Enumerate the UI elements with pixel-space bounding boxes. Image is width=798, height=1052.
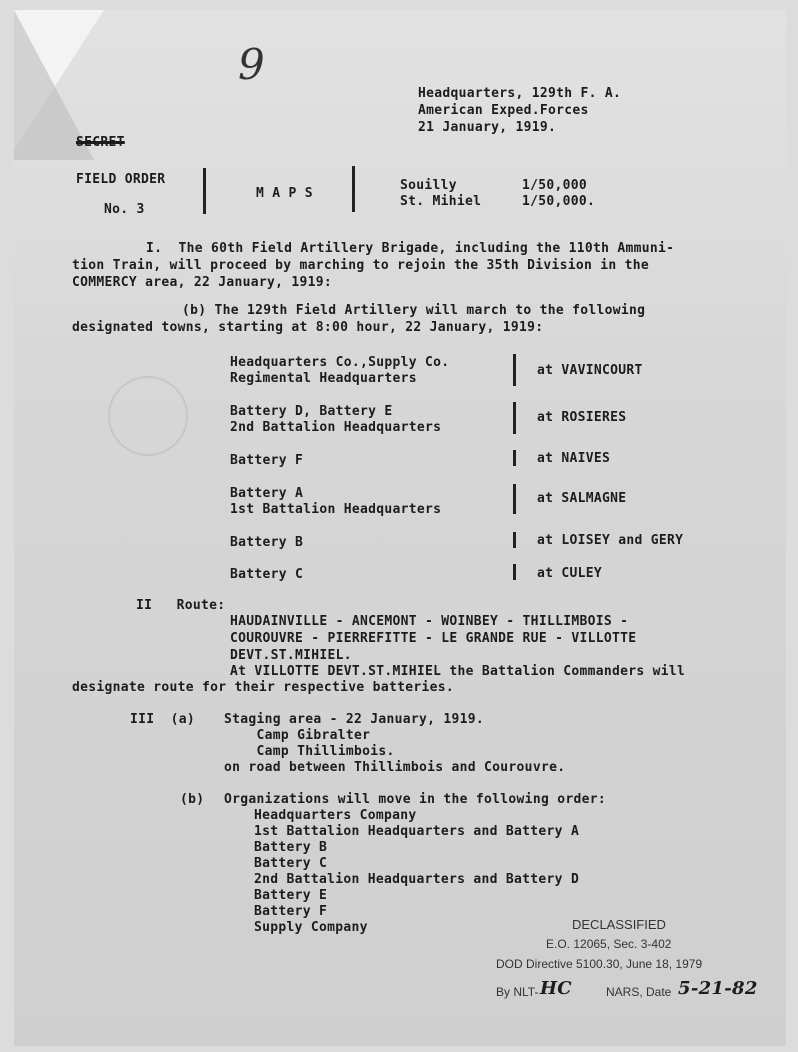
order-intro: Organizations will move in the following order: (224, 792, 606, 807)
order-item-2: 1st Battalion Headquarters and Battery A (254, 824, 580, 839)
para1-line-2: tion Train, will proceed by marching to rejoin the 35th Division in the (72, 258, 649, 273)
para1-line-3: COMMERCY area, 22 January, 1919: (72, 275, 333, 290)
unit-4-town: at SALMAGNE (537, 491, 627, 506)
order-item-4: Battery C (254, 856, 328, 871)
unit-4-line-1: Battery A (230, 486, 304, 501)
para1b-line-1: (b) The 129th Field Artillery will march to the following (182, 303, 646, 318)
margin-mark: 9 (238, 40, 266, 89)
unit-2-town: at ROSIERES (537, 410, 627, 425)
declassified-date: 5-21-82 (678, 978, 758, 999)
brace (513, 354, 516, 386)
declassified-title: DECLASSIFIED (572, 917, 666, 932)
order-item-1: Headquarters Company (254, 808, 417, 823)
order-item-8: Supply Company (254, 920, 368, 935)
route-label: II Route: (136, 598, 226, 613)
staging-line-1: Staging area - 22 January, 1919. (224, 712, 485, 727)
brace (513, 450, 516, 466)
field-order-label: FIELD ORDER (76, 172, 166, 187)
unit-6-line-1: Battery C (230, 567, 304, 582)
unit-4-line-2: 1st Battalion Headquarters (230, 502, 442, 517)
unit-6-town: at CULEY (537, 566, 603, 581)
staging-line-3: Camp Thillimbois. (224, 744, 395, 759)
declassified-line-1: E.O. 12065, Sec. 3-402 (546, 937, 672, 951)
unit-2-line-1: Battery D, Battery E (230, 404, 393, 419)
staging-label: III (a) (130, 712, 196, 727)
route-line-1: HAUDAINVILLE - ANCEMONT - WOINBEY - THILLIMBOIS - (230, 614, 629, 629)
route-continuation: designate route for their respective batteries. (72, 680, 454, 695)
order-item-3: Battery B (254, 840, 328, 855)
para1-line-1: I. The 60th Field Artillery Brigade, including the 110th Ammuni- (146, 241, 675, 256)
unit-1-line-2: Regimental Headquarters (230, 371, 417, 386)
order-item-7: Battery F (254, 904, 328, 919)
declassified-by-mid: NARS, Date (606, 985, 672, 999)
map-scale-2: 1/50,000. (522, 194, 596, 209)
unit-1-town: at VAVINCOURT (537, 363, 643, 378)
unit-3-line-1: Battery F (230, 453, 304, 468)
route-line-3: DEVT.ST.MIHIEL. (230, 648, 352, 663)
map-name-2: St. Mihiel (400, 194, 482, 209)
unit-1-line-1: Headquarters Co.,Supply Co. (230, 355, 450, 370)
staging-line-2: Camp Gibralter (224, 728, 371, 743)
header-line-3: 21 January, 1919. (418, 120, 557, 135)
library-seal (108, 376, 188, 456)
unit-2-line-2: 2nd Battalion Headquarters (230, 420, 442, 435)
brace (513, 564, 516, 580)
brace (513, 484, 516, 514)
field-order-number: No. 3 (104, 202, 145, 217)
staging-line-4: on road between Thillimbois and Courouvre. (224, 760, 566, 775)
declassified-initials: HC (540, 978, 572, 999)
order-label: (b) (180, 792, 205, 807)
classification: SECRET (76, 135, 125, 150)
unit-5-town: at LOISEY and GERY (537, 533, 684, 548)
header-line-2: American Exped.Forces (418, 103, 589, 118)
brace (203, 168, 206, 214)
brace (352, 166, 355, 212)
brace (513, 402, 516, 434)
para1b-line-2: designated towns, starting at 8:00 hour, 22 January, 1919: (72, 320, 544, 335)
map-scale-1: 1/50,000 (522, 178, 588, 193)
declassified-line-2: DOD Directive 5100.30, June 18, 1979 (496, 957, 703, 971)
route-line-2: COUROUVRE - PIERREFITTE - LE GRANDE RUE - VILLOTTE (230, 631, 637, 646)
unit-3-town: at NAIVES (537, 451, 611, 466)
paper-sheet (14, 10, 786, 1046)
maps-label: M A P S (256, 186, 313, 201)
route-line-4: At VILLOTTE DEVT.ST.MIHIEL the Battalion Commanders will (230, 664, 686, 679)
brace (513, 532, 516, 548)
header-line-1: Headquarters, 129th F. A. (418, 86, 622, 101)
order-item-6: Battery E (254, 888, 328, 903)
declassified-by-prefix: By NLT- (496, 985, 539, 999)
unit-5-line-1: Battery B (230, 535, 304, 550)
map-name-1: Souilly (400, 178, 457, 193)
order-item-5: 2nd Battalion Headquarters and Battery D (254, 872, 580, 887)
